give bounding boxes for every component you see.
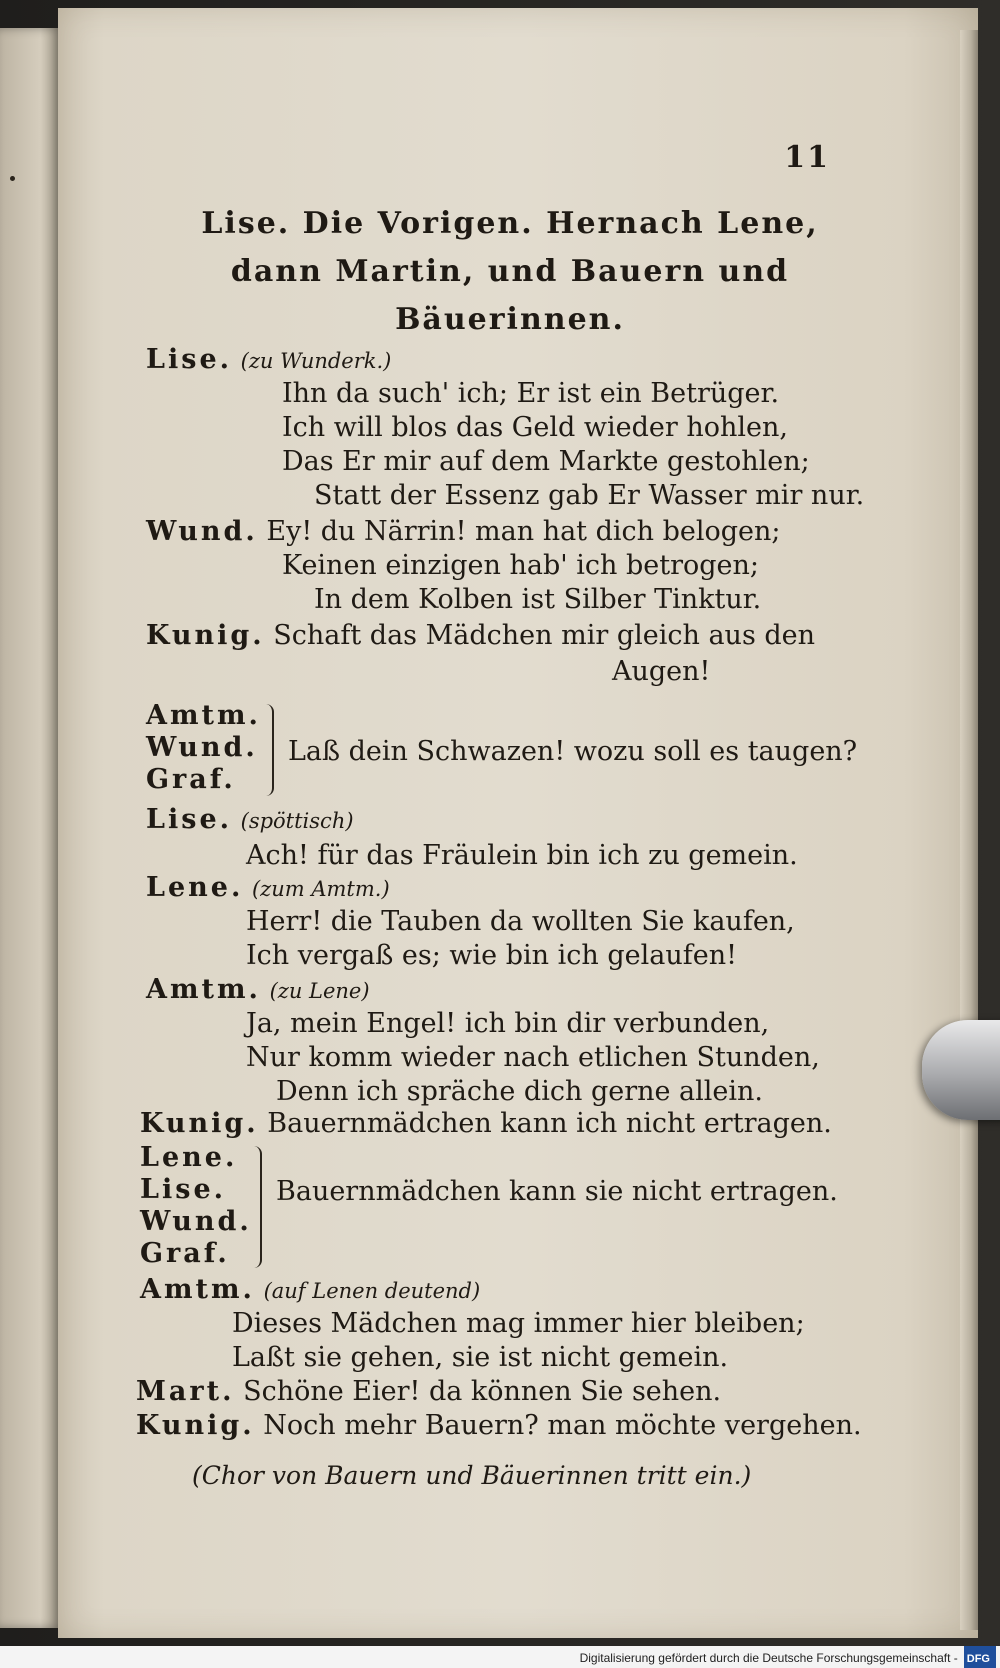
speaker: Lene. bbox=[146, 872, 244, 903]
group-speaker: Graf. bbox=[146, 764, 236, 795]
verse-line: Laß dein Schwazen! wozu soll es taugen? bbox=[288, 736, 858, 767]
verse-line: Augen! bbox=[612, 656, 711, 687]
stage-direction: (spöttisch) bbox=[240, 809, 354, 833]
verse-line: Bauernmädchen kann sie nicht ertragen. bbox=[276, 1176, 838, 1207]
speaker-brace bbox=[250, 1146, 262, 1268]
verse-line: Ihn da such' ich; Er ist ein Betrüger. bbox=[282, 378, 780, 409]
verse-line: Ja, mein Engel! ich bin dir verbunden, bbox=[246, 1008, 770, 1039]
verse-line: Dieses Mädchen mag immer hier bleiben; bbox=[232, 1308, 805, 1339]
verse-text: Schöne Eier! da können Sie sehen. bbox=[243, 1376, 722, 1407]
speaker: Wund. bbox=[146, 516, 258, 547]
speaker: Amtm. bbox=[146, 974, 261, 1005]
verse-text: Noch mehr Bauern? man möchte vergehen. bbox=[263, 1410, 862, 1441]
speaker: Kunig. bbox=[136, 1410, 255, 1441]
dialogue-line bbox=[136, 1410, 862, 1442]
digitization-credit-bar bbox=[0, 1646, 1000, 1668]
speaker: Kunig. bbox=[140, 1108, 259, 1139]
stage-direction: (zu Lene) bbox=[269, 979, 370, 1003]
group-speaker: Wund. bbox=[146, 732, 258, 763]
verse-line: Laßt sie gehen, sie ist nicht gemein. bbox=[232, 1342, 729, 1373]
dialogue-line bbox=[140, 1108, 832, 1140]
page-number: 11 bbox=[784, 140, 830, 175]
credit-text: Digitalisierung gefördert durch die Deutsche Forschungsgemeinschaft - bbox=[579, 1651, 958, 1666]
verse-line: Nur komm wieder nach etlichen Stunden, bbox=[246, 1042, 820, 1073]
dialogue-line bbox=[146, 516, 781, 548]
group-speaker: Wund. bbox=[140, 1206, 252, 1237]
group-speaker: Lene. bbox=[140, 1142, 238, 1173]
dialogue-line bbox=[146, 620, 815, 652]
verse-line: Keinen einzigen hab' ich betrogen; bbox=[282, 550, 760, 581]
dialogue-line bbox=[146, 804, 354, 837]
dialogue-line bbox=[146, 872, 390, 905]
dialogue-line bbox=[146, 974, 370, 1007]
speaker: Mart. bbox=[136, 1376, 235, 1407]
heading-line: Lise. Die Vorigen. Hernach Lene, bbox=[201, 206, 819, 241]
stage-direction: (zu Wunderk.) bbox=[240, 349, 392, 373]
verse-line: Ach! für das Fräulein bin ich zu gemein. bbox=[246, 840, 798, 871]
verse-line: In dem Kolben ist Silber Tinktur. bbox=[314, 584, 762, 615]
speaker: Lise. bbox=[146, 344, 233, 375]
verse-line: Ich will blos das Geld wieder hohlen, bbox=[282, 412, 788, 443]
group-speaker: Lise. bbox=[140, 1174, 227, 1205]
verse-line: Statt der Essenz gab Er Wasser mir nur. bbox=[314, 480, 865, 511]
verse-line: Herr! die Tauben da wollten Sie kaufen, bbox=[246, 906, 795, 937]
verse-text: Bauernmädchen kann ich nicht ertragen. bbox=[267, 1108, 832, 1139]
stage-direction: (auf Lenen deutend) bbox=[263, 1279, 481, 1303]
closing-stage-direction: (Chor von Bauern und Bäuerinnen tritt ein.) bbox=[192, 1461, 752, 1490]
verse-line: Ich vergaß es; wie bin ich gelaufen! bbox=[246, 940, 737, 971]
verse-text: Schaft das Mädchen mir gleich aus den bbox=[273, 620, 816, 651]
speaker-brace bbox=[262, 704, 274, 796]
dialogue-line bbox=[136, 1376, 721, 1408]
speaker: Amtm. bbox=[140, 1274, 255, 1305]
dfg-logo: DFG bbox=[964, 1646, 996, 1668]
verse-line: Denn ich spräche dich gerne allein. bbox=[276, 1076, 764, 1107]
heading-line: dann Martin, und Bauern und bbox=[230, 254, 790, 289]
dialogue-line bbox=[140, 1274, 480, 1307]
group-speaker: Amtm. bbox=[146, 700, 261, 731]
verse-text: Ey! du Närrin! man hat dich belogen; bbox=[266, 516, 781, 547]
speaker: Kunig. bbox=[146, 620, 265, 651]
heading-line: Bäuerinnen. bbox=[395, 302, 625, 337]
speaker: Lise. bbox=[146, 804, 233, 835]
group-speaker: Graf. bbox=[140, 1238, 230, 1269]
stage-direction: (zum Amtm.) bbox=[251, 877, 390, 901]
verse-line: Das Er mir auf dem Markte gestohlen; bbox=[282, 446, 810, 477]
dialogue-line bbox=[146, 344, 391, 377]
